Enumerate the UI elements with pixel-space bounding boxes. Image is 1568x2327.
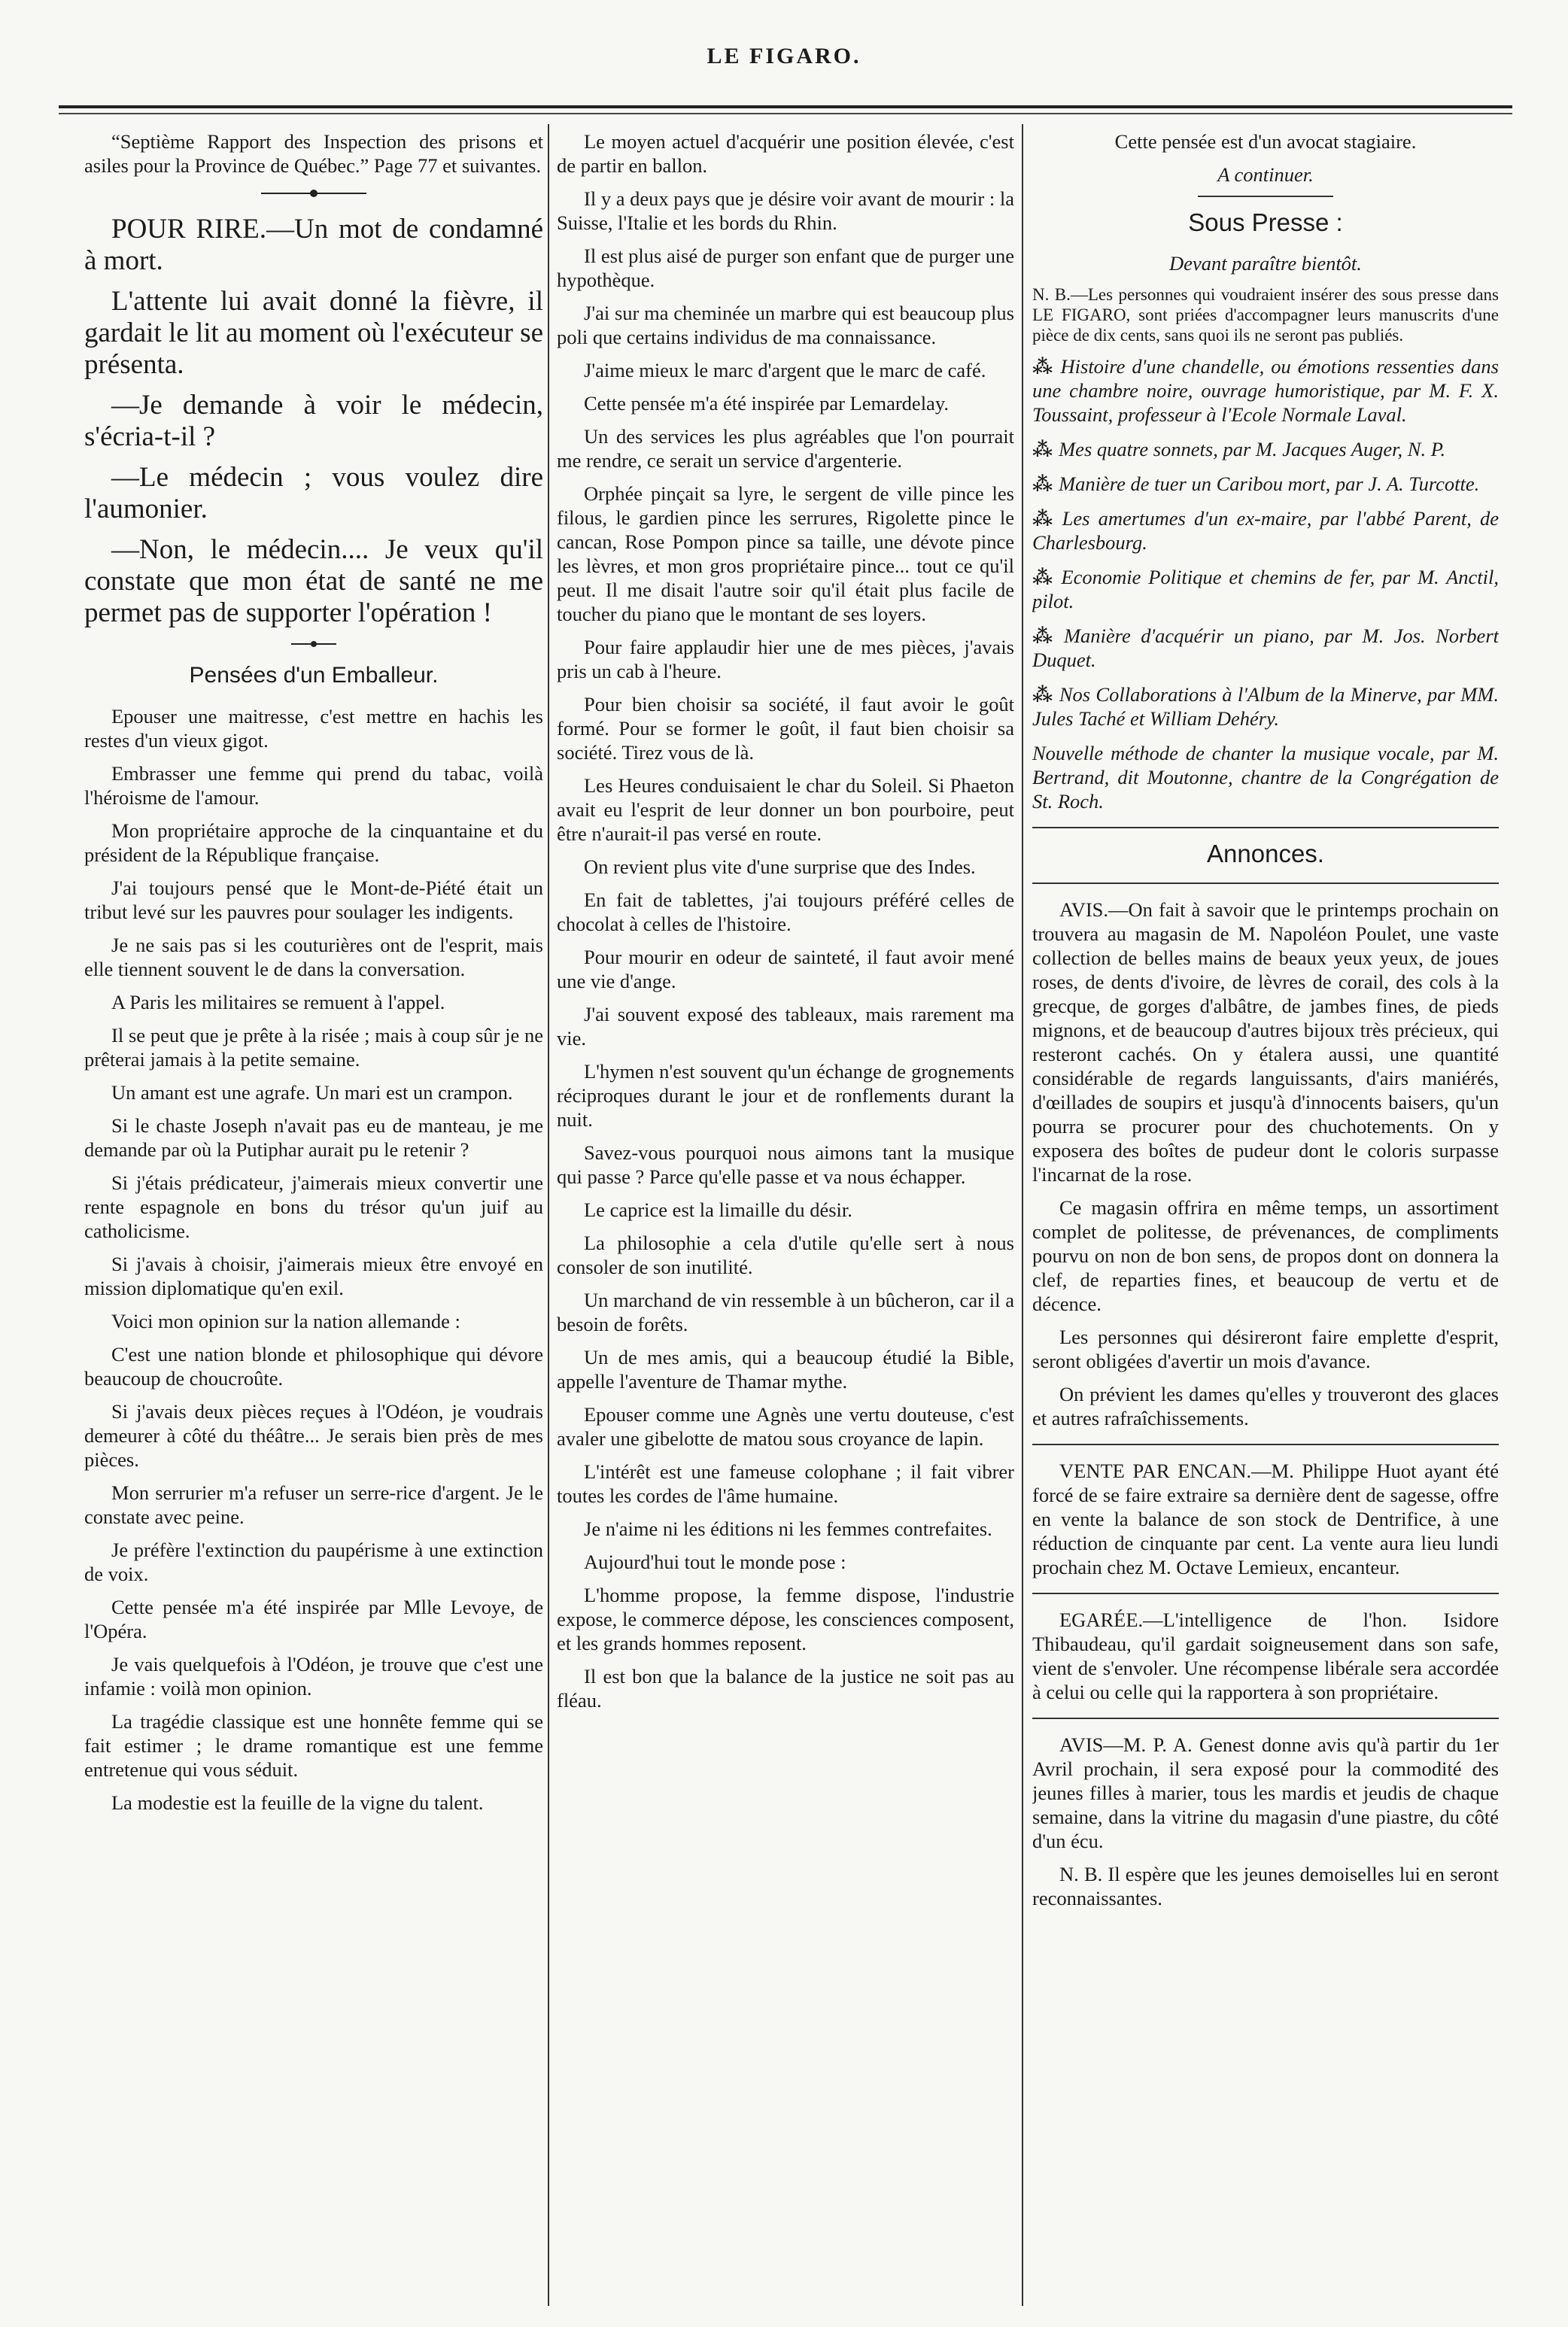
asterism-icon: ⁂ — [1032, 355, 1056, 378]
continuer-line: A continuer. — [1217, 163, 1314, 186]
sous-presse-item: ⁂ Manière de tuer un Caribou mort, par J. A. Turcotte. — [1032, 472, 1480, 495]
annonce-paragraph: EGARÉE.—L'intelligence de l'hon. Isidore Thibaudeau, qu'il gardait soigneusement dans son safe, vient de s'envoler. Une récompense libérale sera accordée à celui ou celle qui la rapportera à son propriétaire. — [1032, 1609, 1499, 1703]
thought-paragraph: L'homme propose, la femme dispose, l'industrie expose, le commerce dépose, les consciences composent, et les grands hommes reposent. — [557, 1584, 1014, 1654]
thought-paragraph: Un des services les plus agréables que l'on pourrait me rendre, ce serait un service d'argenterie. — [557, 425, 1014, 472]
column-2 — [557, 129, 1014, 2296]
short-rule — [1198, 196, 1333, 197]
column-1 — [84, 129, 543, 2296]
thought-paragraph: Un de mes amis, qui a beaucoup étudié la Bible, appelle l'aventure de Thamar mythe. — [557, 1346, 1014, 1393]
asterism-icon: ⁂ — [1032, 683, 1055, 706]
thought-paragraph: Aujourd'hui tout le monde pose : — [584, 1551, 846, 1573]
asterism-icon: ⁂ — [1032, 566, 1057, 588]
emballeur-paragraphs — [84, 704, 543, 1815]
column-3 — [1032, 129, 1499, 2296]
column-divider-1 — [548, 124, 549, 2306]
top-rule-thin — [59, 113, 1512, 114]
masthead-title: LE FIGARO. — [707, 44, 861, 68]
section-rule — [1032, 827, 1499, 828]
asterism-icon: ⁂ — [1032, 472, 1055, 495]
annonce-paragraph: Les personnes qui désireront faire emplette d'esprit, seront obligées d'avertir un mois d'avance. — [1032, 1326, 1499, 1372]
annonce-paragraph: AVIS.—On fait à savoir que le printemps prochain on trouvera au magasin de M. Napoléon Poulet, une vaste collection de belles mains de beaux yeux yeux, de joues roses, de dents d'ivoire, de lèvres de corail, des cols à la grecque, de gorges d'albâtre, de jambes fines, de pieds mignons, et de beaucoup d'autres bijoux très précieux, qui resteront cachés. On y étalera aussi, une quantité considérable de regards languissants, d'airs maniérés, d'œillades de soupirs et jusqu'à d'innocents baisers, qu'un pourra se procurer pour des chuchotements. On y exposera des boîtes de pudeur dont le coloris surpasse l'incarnat de la rose. — [1032, 898, 1499, 1186]
annonce-paragraph: N. B. Il espère que les jeunes demoiselles lui en seront reconnaissantes. — [1032, 1863, 1499, 1909]
section-heading-emballeur: Pensées d'un Emballeur. — [189, 663, 439, 688]
thought-paragraph: Le caprice est la limaille du désir. — [584, 1198, 852, 1221]
pour-rire-line: —Je demande à voir le médecin, s'écria-t-il ? — [84, 390, 543, 452]
pour-rire-line: —Le médecin ; vous voulez dire l'aumonier. — [84, 462, 543, 524]
thought-paragraph: La philosophie a cela d'utile qu'elle sert à nous consoler de son inutilité. — [557, 1232, 1014, 1278]
thought-paragraph: Si j'avais deux pièces reçues à l'Odéon, je voudrais demeurer à côté du théâtre... Je serais bien près de mes pièces. — [84, 1400, 543, 1471]
thought-paragraph: Voici mon opinion sur la nation allemande : — [111, 1310, 460, 1332]
thought-paragraph: A Paris les militaires se remuent à l'appel. — [111, 991, 445, 1013]
thought-paragraph: Pour faire applaudir hier une de mes pièces, j'avais pris un cab à l'heure. — [557, 636, 1014, 682]
thought-paragraph: Epouser une maitresse, c'est mettre en hachis les restes d'un vieux gigot. — [84, 705, 543, 752]
thought-paragraph: L'hymen n'est souvent qu'un échange de grognements réciproques durant le jour et de ronflements durant la nuit. — [557, 1060, 1014, 1131]
sous-presse-item: ⁂ Manière d'acquérir un piano, par M. Jos. Norbert Duquet. — [1032, 624, 1499, 671]
thought-paragraph: Il est plus aisé de purger son enfant que de purger une hypothèque. — [557, 245, 1014, 291]
sous-presse-subtitle: Devant paraître bientôt. — [1169, 252, 1362, 275]
thought-paragraph: Embrasser une femme qui prend du tabac, voilà l'héroisme de l'amour. — [84, 762, 543, 809]
thought-paragraph: Epouser comme une Agnès une vertu douteuse, c'est avaler une gibelotte de matou sous croyance de lapin. — [557, 1403, 1014, 1450]
thought-paragraph: Si j'avais à choisir, j'aimerais mieux être envoyé en mission diplomatique qu'en exil. — [84, 1253, 543, 1299]
annonce-paragraph: AVIS—M. P. A. Genest donne avis qu'à partir du 1er Avril prochain, il sera exposé pour la commodité des jeunes filles à marier, tous les mardis et jeudis de chaque semaine, dans la vitrine du magasin d'une piastre, du côté d'un écu. — [1032, 1733, 1499, 1852]
thought-paragraph: Je préfère l'extinction du paupérisme à une extinction de voix. — [84, 1539, 543, 1585]
pour-rire-line: L'attente lui avait donné la fièvre, il gardait le lit au moment où l'exécuteur se présenta. — [84, 286, 543, 380]
thought-paragraph: J'ai toujours pensé que le Mont-de-Piété était un tribut levé sur les pauvres pour soulager les indigents. — [84, 876, 543, 923]
thought-paragraph: Il y a deux pays que je désire voir avant de mourir : la Suisse, l'Italie et les bords du Rhin. — [557, 187, 1014, 234]
sous-presse-heading: Sous Presse : — [1188, 208, 1343, 236]
section-rule — [1032, 1593, 1499, 1594]
thought-paragraph: Il se peut que je prête à la risée ; mais à coup sûr je ne prêterai jamais à la petite semaine. — [84, 1024, 543, 1071]
thought-paragraph: J'aime mieux le marc d'argent que le marc de café. — [584, 359, 986, 381]
thought-paragraph: On revient plus vite d'une surprise que des Indes. — [584, 855, 976, 878]
thought-paragraph: Pour mourir en odeur de sainteté, il faut avoir mené une vie d'ange. — [557, 946, 1014, 992]
thought-paragraph: Il est bon que la balance de la justice ne soit pas au fléau. — [557, 1665, 1014, 1712]
thought-paragraph: La modestie est la feuille de la vigne du talent. — [111, 1791, 484, 1814]
section-rule — [1032, 1444, 1499, 1445]
pour-rire-section — [84, 214, 543, 629]
thought-paragraph: En fait de tablettes, j'ai toujours préféré celles de chocolat à celles de l'histoire. — [557, 889, 1014, 935]
thought-paragraph: Si le chaste Joseph n'avait pas eu de manteau, je me demande par où la Putiphar aurait pu le retenir ? — [84, 1114, 543, 1161]
sous-presse-item: ⁂ Nos Collaborations à l'Album de la Minerve, par MM. Jules Taché et William Dehéry. — [1032, 683, 1499, 730]
asterism-icon: ⁂ — [1032, 624, 1059, 647]
avocat-line: Cette pensée est d'un avocat stagiaire. — [1114, 130, 1417, 153]
thought-paragraph: La tragédie classique est une honnête femme qui se fait estimer ; le drame romantique est une femme entretenue qui vous séduit. — [84, 1710, 543, 1781]
section-rule — [1032, 882, 1499, 884]
asterism-icon: ⁂ — [1032, 507, 1058, 530]
thought-paragraph: Orphée pinçait sa lyre, le sergent de ville pince les filous, le gardien pince les serrures, Rigolette pince le cancan, Rose Pompon pince sa taille, une dévote pince les lèvres, et mon gros propriétaire pince... tout ce qu'il peut. Il me disait l'autre soir qu'il était plus facile de toucher du piano que le montant de ses loyers. — [557, 482, 1014, 625]
thought-paragraph: Un amant est une agrafe. Un mari est un crampon. — [111, 1081, 513, 1104]
top-rule — [59, 105, 1512, 108]
thought-paragraph: Je vais quelquefois à l'Odéon, je trouve que c'est une infamie : voilà mon opinion. — [84, 1653, 543, 1700]
annonce-paragraph: Ce magasin offrira en même temps, un assortiment complet de politesse, de prévenances, de compliments pourvu on non de bon sens, de propos dont on donnera la clef, de reparties fines, et beaucoup de vertu et de décence. — [1032, 1196, 1499, 1315]
sous-presse-item: ⁂ Les amertumes d'un ex-maire, par l'abbé Parent, de Charlesbourg. — [1032, 507, 1499, 554]
thought-paragraph: J'ai souvent exposé des tableaux, mais rarement ma vie. — [557, 1003, 1014, 1050]
thought-paragraph: Mon serrurier m'a refuser un serre-rice d'argent. Je le constate avec peine. — [84, 1481, 543, 1528]
section-rule — [1032, 1718, 1499, 1719]
ornament-divider-icon — [261, 188, 366, 199]
sous-presse-item: ⁂ Economie Politique et chemins de fer, par M. Anctil, pilot. — [1032, 566, 1499, 612]
sous-presse-item: Nouvelle méthode de chanter la musique vocale, par M. Bertrand, dit Moutonne, chantre de la Congrégation de St. Roch. — [1032, 742, 1499, 813]
sous-presse-item: ⁂ Mes quatre sonnets, par M. Jacques Auger, N. P. — [1032, 438, 1446, 460]
thought-paragraph: Cette pensée m'a été inspirée par Mlle Levoye, de l'Opéra. — [84, 1596, 543, 1642]
report-reference: “Septième Rapport des Inspection des prisons et asiles pour la Province de Québec.” Page 77 et suivantes. — [84, 130, 543, 177]
nb-note: N. B.—Les personnes qui voudraient insérer des sous presse dans LE FIGARO, sont priées d'accompagner leurs manuscrits d'une pièce de dix cents, sans quoi ils ne seront pas publiés. — [1032, 285, 1499, 345]
column-divider-2 — [1022, 124, 1023, 2306]
thought-paragraph: Si j'étais prédicateur, j'aimerais mieux convertir une rente espagnole en bons du trésor qu'un juif au catholicisme. — [84, 1171, 543, 1242]
thought-paragraph: Cette pensée m'a été inspirée par Lemardelay. — [584, 392, 949, 415]
ornament-small-icon — [291, 639, 336, 649]
thought-paragraph: Un marchand de vin ressemble à un bûcheron, car il a besoin de forêts. — [557, 1289, 1014, 1335]
thought-paragraph: J'ai sur ma cheminée un marbre qui est beaucoup plus poli que certains individus de ma connaissance. — [557, 302, 1014, 348]
annonce-paragraph: VENTE PAR ENCAN.—M. Philippe Huot ayant été forcé de se faire extraire sa dernière dent de sagesse, offre en vente la balance de son stock de Dentrifice, à une réduction de cinquante par cent. La vente aura lieu lundi prochain chez M. Octave Lemieux, encanteur. — [1032, 1460, 1499, 1578]
pour-rire-line: POUR RIRE.—Un mot de condamné à mort. — [84, 214, 543, 276]
pour-rire-line: —Non, le médecin.... Je veux qu'il constate que mon état de santé ne me permet pas de supporter l'opération ! — [84, 534, 543, 628]
thought-paragraph: Je ne sais pas si les couturières ont de l'esprit, mais elle tiennent souvent le de dans la conversation. — [84, 934, 543, 980]
thought-paragraph: Les Heures conduisaient le char du Soleil. Si Phaeton avait eu l'esprit de leur donner un bon pourboire, peut être n'aurait-il pas versé en route. — [557, 774, 1014, 845]
asterism-icon: ⁂ — [1032, 438, 1055, 460]
thought-paragraph: Le moyen actuel d'acquérir une position élevée, c'est de partir en ballon. — [557, 130, 1014, 177]
annonce-paragraph: On prévient les dames qu'elles y trouveront des glaces et autres rafraîchissements. — [1032, 1383, 1499, 1429]
thought-paragraph: Pour bien choisir sa société, il faut avoir le goût formé. Pour se former le goût, il faut bien choisir sa société. Tirez vous de là. — [557, 693, 1014, 764]
thought-paragraph: Savez-vous pourquoi nous aimons tant la musique qui passe ? Parce qu'elle passe et va nous échapper. — [557, 1141, 1014, 1188]
annonces-heading: Annonces. — [1207, 840, 1324, 867]
thought-paragraph: L'intérêt est une fameuse colophane ; il fait vibrer toutes les cordes de l'âme humaine. — [557, 1460, 1014, 1507]
thought-paragraph: C'est une nation blonde et philosophique qui dévore beaucoup de choucroûte. — [84, 1343, 543, 1390]
thought-paragraph: Mon propriétaire approche de la cinquantaine et du président de la République française. — [84, 819, 543, 866]
sous-presse-item: ⁂ Histoire d'une chandelle, ou émotions ressenties dans une chambre noire, ouvrage humoristique, par M. F. X. Toussaint, professeur à l'Ecole Normale Laval. — [1032, 355, 1499, 426]
thought-paragraph: Je n'aime ni les éditions ni les femmes contrefaites. — [584, 1517, 992, 1540]
